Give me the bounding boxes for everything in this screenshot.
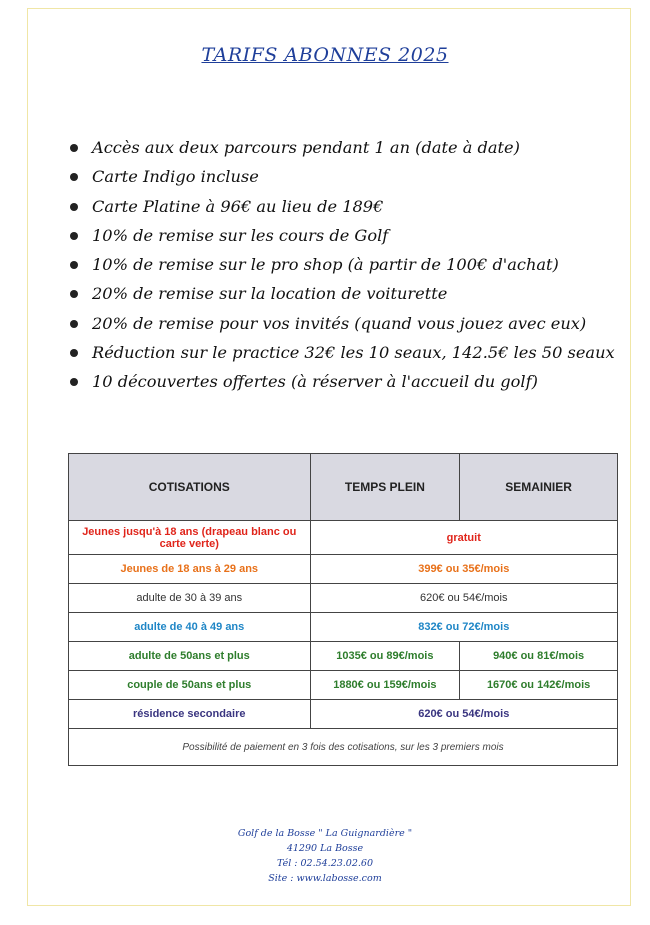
- table-row: [69, 642, 618, 671]
- benefit-item: Accès aux deux parcours pendant 1 an (date à date): [70, 133, 630, 162]
- row-price-full: 1880€ ou 159€/mois: [310, 671, 460, 700]
- bullet-icon: [70, 173, 78, 181]
- bullet-icon: [70, 261, 78, 269]
- bullet-icon: [70, 290, 78, 298]
- row-price-week: 940€ ou 81€/mois: [460, 642, 618, 671]
- bullet-icon: [70, 349, 78, 357]
- benefit-item: 10% de remise sur le pro shop (à partir de 100€ d'achat): [70, 250, 630, 279]
- benefit-item: 10 découvertes offertes (à réserver à l'accueil du golf): [70, 367, 630, 396]
- table-row: [69, 584, 618, 613]
- bullet-icon: [70, 378, 78, 386]
- benefit-item: 20% de remise pour vos invités (quand vous jouez avec eux): [70, 309, 630, 338]
- page-title: TARIFS ABONNES 2025: [201, 44, 449, 66]
- bullet-icon: [70, 232, 78, 240]
- table-header-row: [69, 454, 618, 521]
- pricing-table: [68, 453, 618, 766]
- table-note-row: [69, 729, 618, 766]
- footer-contact: [0, 826, 650, 886]
- row-label: Jeunes jusqu'à 18 ans (drapeau blanc ou carte verte): [69, 521, 311, 555]
- benefit-item: Carte Platine à 96€ au lieu de 189€: [70, 192, 630, 221]
- row-label: adulte de 30 à 39 ans: [69, 584, 311, 613]
- benefit-item: 10% de remise sur les cours de Golf: [70, 221, 630, 250]
- row-price: 399€ ou 35€/mois: [310, 555, 617, 584]
- table-row: [69, 521, 618, 555]
- row-price: 620€ ou 54€/mois: [310, 700, 617, 729]
- bullet-icon: [70, 203, 78, 211]
- header-temps-plein: TEMPS PLEIN: [310, 454, 460, 521]
- footer-phone: Tél : 02.54.23.02.60: [276, 858, 374, 869]
- row-price-full: 1035€ ou 89€/mois: [310, 642, 460, 671]
- benefit-item: 20% de remise sur la location de voiturette: [70, 279, 630, 308]
- row-label: adulte de 40 à 49 ans: [69, 613, 311, 642]
- benefit-item: Carte Indigo incluse: [70, 162, 630, 191]
- row-price-week: 1670€ ou 142€/mois: [460, 671, 618, 700]
- benefits-list: [70, 133, 630, 397]
- table-row: [69, 700, 618, 729]
- row-label: résidence secondaire: [69, 700, 311, 729]
- table-row: [69, 555, 618, 584]
- table-row: [69, 671, 618, 700]
- row-label: adulte de 50ans et plus: [69, 642, 311, 671]
- row-price: 620€ ou 54€/mois: [310, 584, 617, 613]
- payment-note: Possibilité de paiement en 3 fois des cotisations, sur les 3 premiers mois: [69, 729, 618, 766]
- row-price: 832€ ou 72€/mois: [310, 613, 617, 642]
- bullet-icon: [70, 320, 78, 328]
- row-label: couple de 50ans et plus: [69, 671, 311, 700]
- benefit-item: Réduction sur le practice 32€ les 10 seaux, 142.5€ les 50 seaux: [70, 338, 630, 367]
- bullet-icon: [70, 144, 78, 152]
- row-label: Jeunes de 18 ans à 29 ans: [69, 555, 311, 584]
- footer-site: Site : www.labosse.com: [268, 873, 382, 884]
- footer-address: 41290 La Bosse: [286, 843, 364, 854]
- row-price: gratuit: [310, 521, 617, 555]
- header-cotisations: COTISATIONS: [69, 454, 311, 521]
- table-row: [69, 613, 618, 642]
- header-semainier: SEMAINIER: [460, 454, 618, 521]
- footer-name: Golf de la Bosse " La Guignardière ": [237, 828, 413, 839]
